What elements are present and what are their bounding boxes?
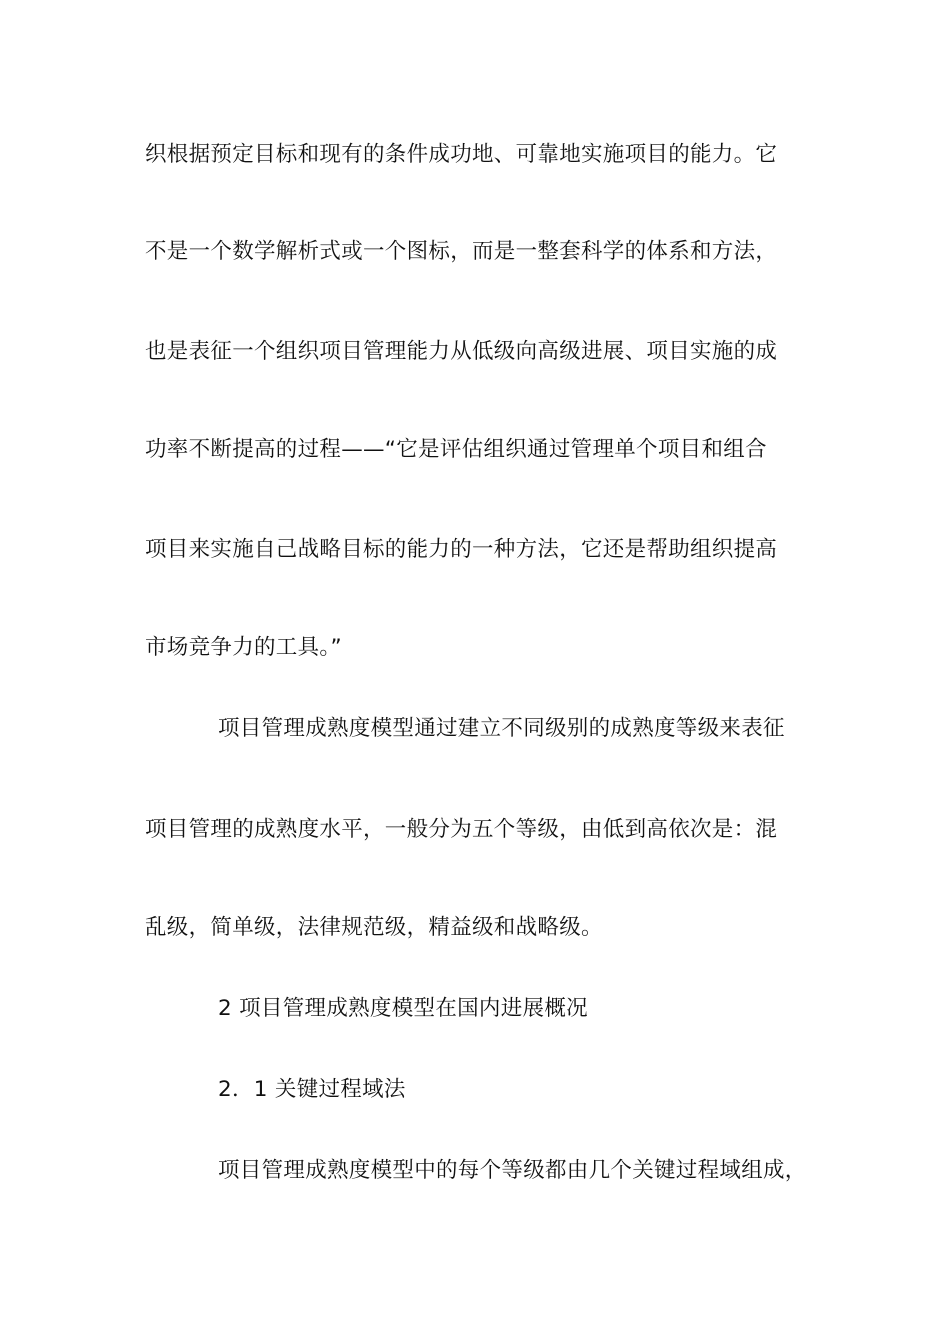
paragraph-line: 市场竞争力的工具。” <box>145 635 342 660</box>
subsection-heading: 2．1 关键过程域法 <box>218 1077 406 1102</box>
section-heading: 2 项目管理成熟度模型在国内进展概况 <box>218 996 588 1021</box>
paragraph-line: 织根据预定目标和现有的条件成功地、可靠地实施项目的能力。它 <box>145 142 778 167</box>
paragraph-line: 不是一个数学解析式或一个图标，而是一整套科学的体系和方法， <box>145 239 778 264</box>
paragraph-line: 项目来实施自己战略目标的能力的一种方法，它还是帮助组织提高 <box>145 537 778 562</box>
paragraph-line: 功率不断提高的过程——“它是评估组织通过管理单个项目和组合 <box>145 437 767 462</box>
paragraph-line: 乱级，简单级，法律规范级，精益级和战略级。 <box>145 915 603 940</box>
paragraph-line: 也是表征一个组织项目管理能力从低级向高级进展、项目实施的成 <box>145 339 778 364</box>
paragraph-line: 项目管理成熟度模型通过建立不同级别的成熟度等级来表征 <box>218 716 785 741</box>
paragraph-line: 项目管理的成熟度水平，一般分为五个等级，由低到高依次是：混 <box>145 817 778 842</box>
paragraph-line: 项目管理成熟度模型中的每个等级都由几个关键过程域组成， <box>218 1158 807 1183</box>
